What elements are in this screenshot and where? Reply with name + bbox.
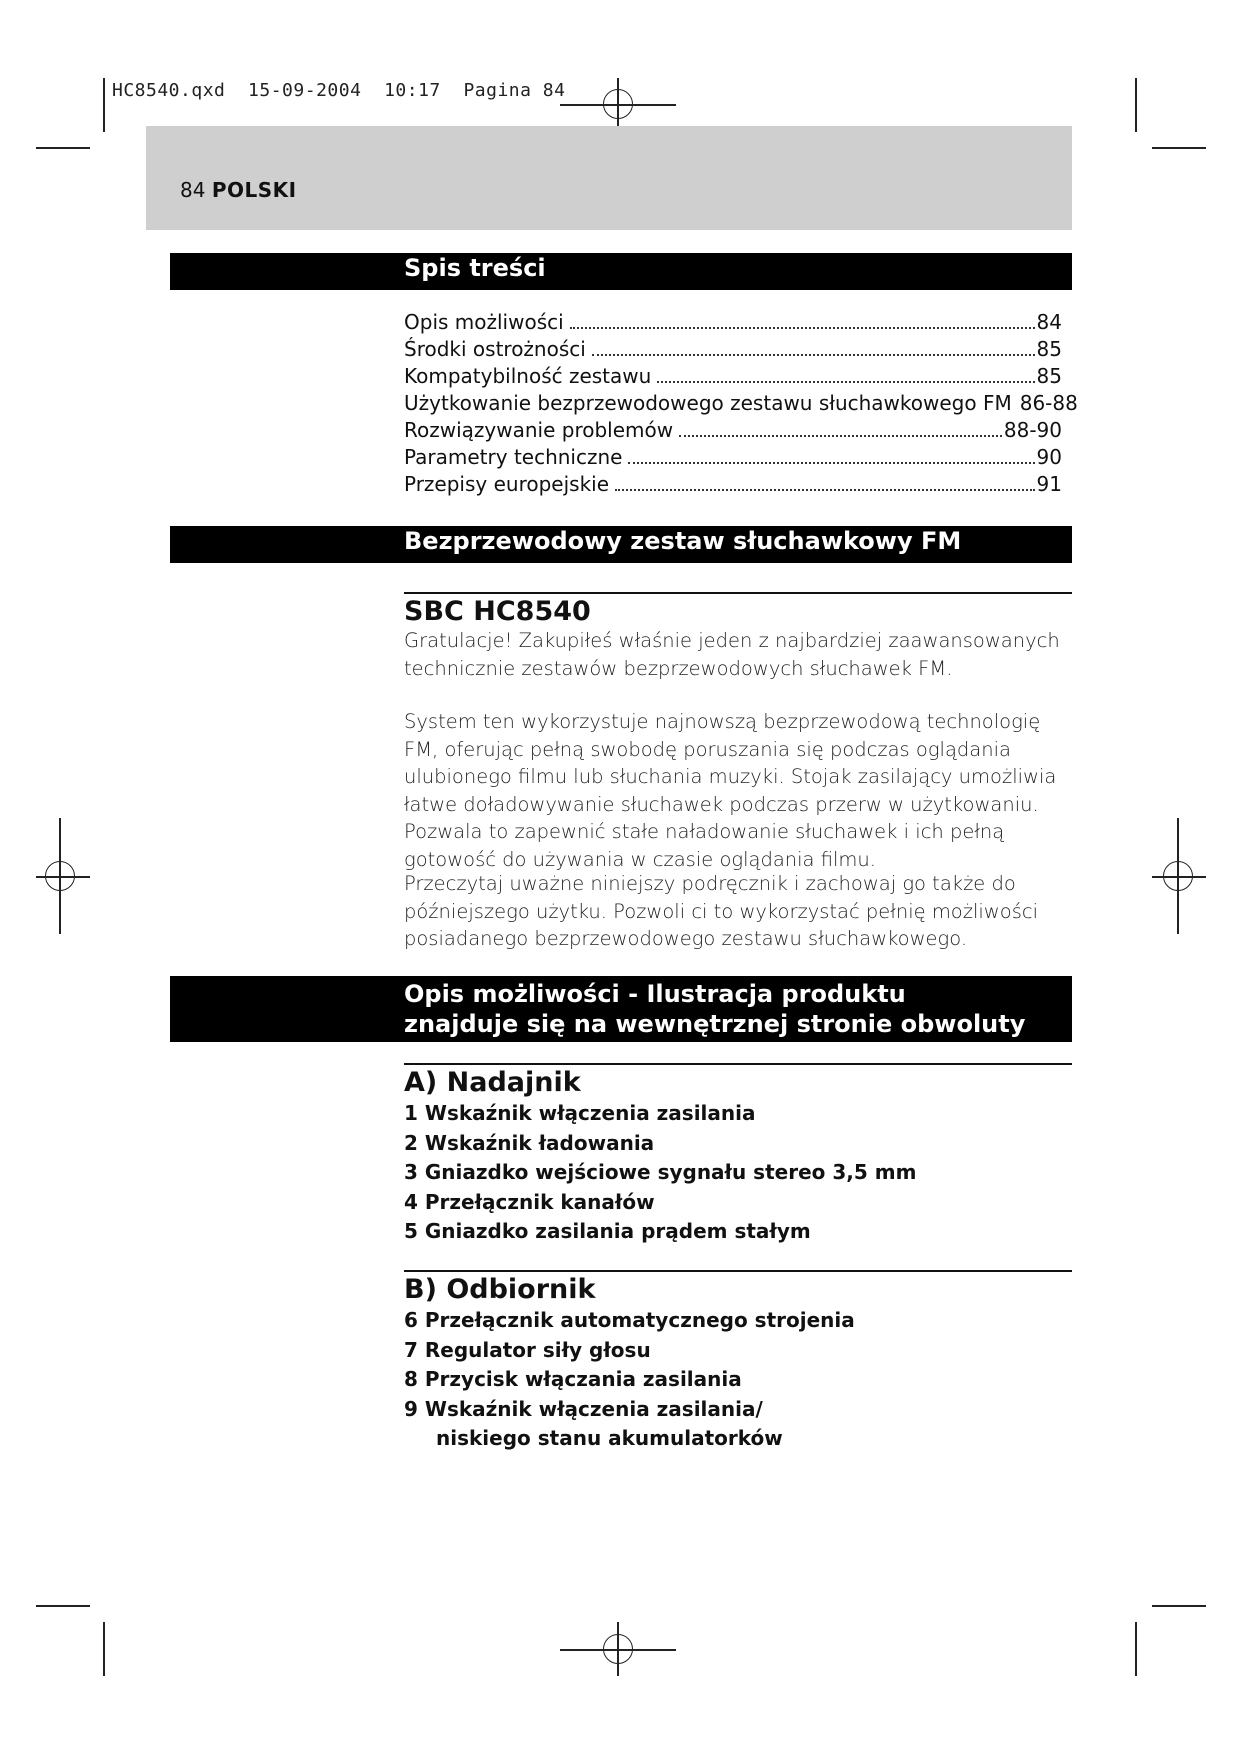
- toc-title: Spis treści: [404, 254, 546, 282]
- toc-item[interactable]: Parametry techniczne 90: [404, 445, 1062, 469]
- receiver-heading: B) Odbiornik: [404, 1274, 596, 1305]
- product-section-title: Bezprzewodowy zestaw słuchawkowy FM: [404, 527, 962, 555]
- divider: [404, 1063, 1072, 1065]
- crop-mark: [1135, 78, 1137, 132]
- list-item: 1 Wskaźnik włączenia zasilania: [404, 1101, 756, 1125]
- list-item: 6 Przełącznik automatycznego strojenia: [404, 1308, 855, 1332]
- divider: [404, 592, 1072, 594]
- features-title-line2: znajduje się na wewnętrznej stronie obwoluty: [404, 1010, 1026, 1038]
- divider: [404, 1270, 1072, 1272]
- list-item: 3 Gniazdko wejściowe sygnału stereo 3,5 mm: [404, 1160, 917, 1184]
- features-title-line1: Opis możliwości - Ilustracja produktu: [404, 980, 906, 1008]
- print-slug: HC8540.qxd 15-09-2004 10:17 Pagina 84: [112, 80, 566, 101]
- list-item: 7 Regulator siły głosu: [404, 1337, 651, 1362]
- crop-mark: [36, 1605, 90, 1607]
- list-item: 4 Przełącznik kanałów: [404, 1189, 655, 1214]
- intro-paragraph: Gratulacje! Zakupiłeś właśnie jeden z najbardziej zaawansowanych technicznie zestawów bezprzewodowych słuchawek FM.: [404, 629, 1060, 680]
- toc-item[interactable]: Użytkowanie bezprzewodowego zestawu słuchawkowego FM 86-88: [404, 391, 1078, 415]
- list-item: 2 Wskaźnik ładowania: [404, 1130, 655, 1155]
- toc-item[interactable]: Środki ostrożności 85: [404, 337, 1062, 361]
- table-of-contents: [404, 310, 1078, 499]
- language-label: POLSKI: [211, 178, 297, 202]
- product-section-bar: [170, 526, 1072, 563]
- model-heading: SBC HC8540: [404, 596, 591, 627]
- crop-mark: [103, 1622, 105, 1676]
- list-item: 8 Przycisk włączania zasilania: [404, 1367, 742, 1391]
- receiver-list: [404, 1306, 1072, 1454]
- list-item-continuation: niskiego stanu akumulatorków: [436, 1426, 783, 1450]
- features-section-bar: [170, 976, 1072, 1042]
- intro-paragraph: Przeczytaj uważne niniejszy podręcznik i zachowaj go także do późniejszego użytku. Pozwoli ci to wykorzystać pełnię możliwości posiadanego bezprzewodowego zestawu słuchawkowego.: [404, 872, 1038, 950]
- transmitter-list: [404, 1099, 1072, 1247]
- toc-item[interactable]: Opis możliwości 84: [404, 310, 1062, 334]
- toc-item[interactable]: Przepisy europejskie 91: [404, 472, 1062, 496]
- intro-paragraph: System ten wykorzystuje najnowszą bezprzewodową technologię FM, oferując pełną swobodę poruszania się podczas oglądania ulubionego filmu lub słuchania muzyki. Stojak zasilający umożliwia łatwe doładowywanie słuchawek podczas przerw w użytkowaniu. Pozwala to zapewnić stałe naładowanie słuchawek i ich pełną gotowość do używania w czasie oglądania filmu.: [404, 710, 1057, 871]
- crop-mark: [1135, 1622, 1137, 1676]
- crop-mark: [1152, 1605, 1206, 1607]
- list-item: 9 Wskaźnik włączenia zasilania/: [404, 1396, 763, 1421]
- page-number: 84: [180, 178, 206, 202]
- toc-item[interactable]: Kompatybilność zestawu 85: [404, 364, 1062, 388]
- transmitter-heading: A) Nadajnik: [404, 1067, 581, 1098]
- toc-title-bar: [170, 253, 1072, 290]
- crop-mark: [1152, 147, 1206, 149]
- page-header: [180, 178, 297, 202]
- crop-mark: [103, 78, 105, 132]
- list-item: 5 Gniazdko zasilania prądem stałym: [404, 1219, 811, 1243]
- toc-item[interactable]: Rozwiązywanie problemów 88-90: [404, 418, 1062, 442]
- crop-mark: [36, 147, 90, 149]
